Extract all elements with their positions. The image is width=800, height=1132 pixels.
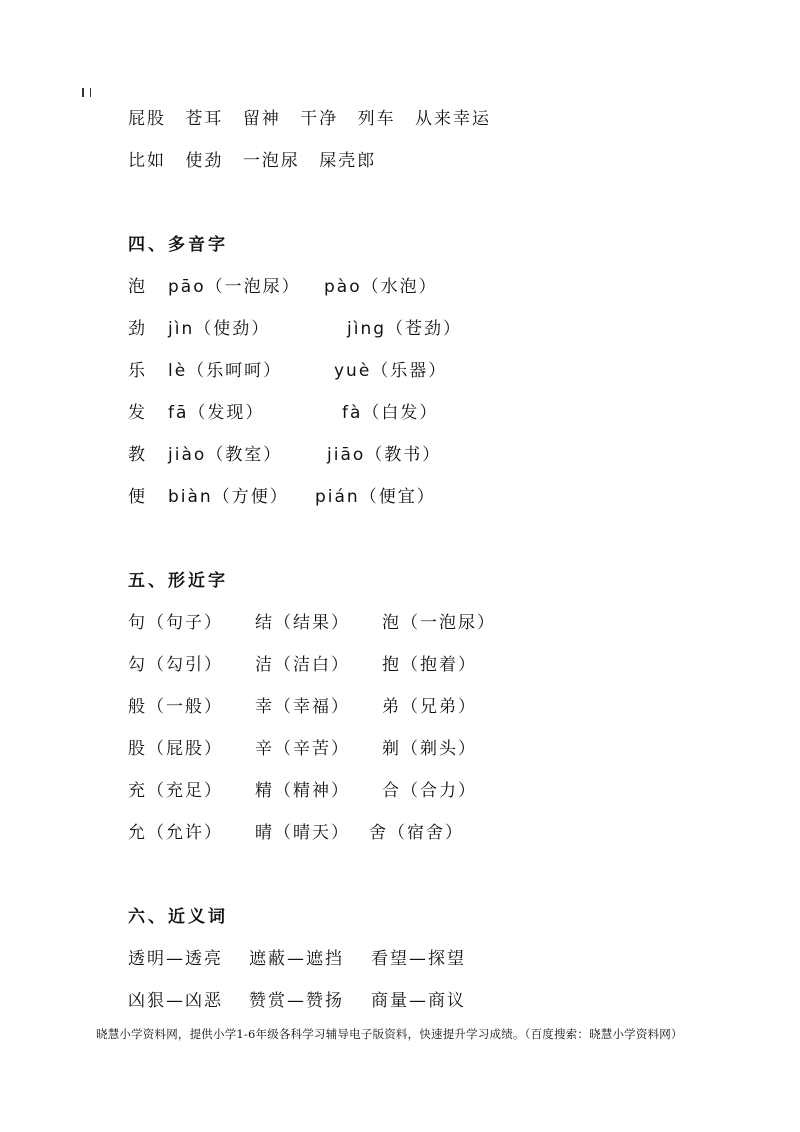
entry: 合（合力） xyxy=(382,781,477,801)
word: 干净 xyxy=(300,109,339,129)
page-footer: 晓慧小学资料网，提供小学1-6年级各科学习辅导电子版资料，快速提升学习成绩。（百度搜索：晓慧小学资料网） xyxy=(96,1027,683,1041)
entry: 结（结果） xyxy=(255,613,350,633)
entry: 辛（辛苦） xyxy=(255,739,350,759)
entry: 洁（洁白） xyxy=(255,655,350,675)
reading: jìng（苍劲） xyxy=(347,319,463,339)
synonym-pair: 赞赏—赞扬 xyxy=(249,991,344,1011)
word: 一泡尿 xyxy=(242,151,300,171)
character: 劲 xyxy=(128,319,147,339)
entry: 勾（勾引） xyxy=(128,655,223,675)
reading: lè（乐呵呵） xyxy=(168,361,283,381)
word: 留神 xyxy=(242,109,281,129)
reading: fà（白发） xyxy=(342,403,439,423)
entry: 般（一般） xyxy=(128,697,223,717)
word: 比如 xyxy=(128,151,166,171)
synonym-pair: 遮蔽—遮挡 xyxy=(249,949,344,969)
word-line-1 xyxy=(128,104,491,134)
word: 列车 xyxy=(357,109,396,129)
reading: fā（发现） xyxy=(168,403,265,423)
section-heading-synonyms: 六、近义词 xyxy=(128,907,228,927)
page-edge-mark xyxy=(82,88,91,97)
word: 从来幸运 xyxy=(415,109,492,129)
entry: 抱（抱着） xyxy=(382,655,477,675)
reading: biàn（方便） xyxy=(168,487,289,507)
entry: 剃（剃头） xyxy=(382,739,477,759)
word: 屎壳郎 xyxy=(319,151,377,171)
character: 发 xyxy=(128,403,147,423)
character: 教 xyxy=(128,445,147,465)
character: 便 xyxy=(128,487,147,507)
entry: 句（句子） xyxy=(128,613,223,633)
reading: jiāo（教书） xyxy=(327,445,442,465)
word: 苍耳 xyxy=(185,109,224,129)
entry: 允（允许） xyxy=(128,823,223,843)
reading: pāo（一泡尿） xyxy=(168,277,301,297)
section-heading-polyphonic: 四、多音字 xyxy=(128,235,228,255)
word-line-2 xyxy=(128,146,376,176)
reading: pào（水泡） xyxy=(324,277,438,297)
character: 泡 xyxy=(128,277,147,297)
synonym-pair: 凶狠—凶恶 xyxy=(128,991,223,1011)
synonym-pair: 看望—探望 xyxy=(371,949,466,969)
entry: 晴（晴天） xyxy=(255,823,350,843)
entry: 充（充足） xyxy=(128,781,223,801)
synonym-pair: 商量—商议 xyxy=(371,991,466,1011)
entry: 弟（兄弟） xyxy=(382,697,477,717)
section-heading-similar-characters: 五、形近字 xyxy=(128,571,228,591)
word: 使劲 xyxy=(185,151,224,171)
word: 屁股 xyxy=(128,109,166,129)
entry: 泡（一泡尿） xyxy=(382,613,496,633)
entry: 舍（宿舍） xyxy=(369,823,464,843)
reading: pián（便宜） xyxy=(315,487,436,507)
reading: yuè（乐器） xyxy=(334,361,448,381)
reading: jiào（教室） xyxy=(168,445,283,465)
reading: jìn（使劲） xyxy=(168,319,271,339)
synonym-pair: 透明—透亮 xyxy=(128,949,223,969)
character: 乐 xyxy=(128,361,147,381)
entry: 精（精神） xyxy=(255,781,350,801)
entry: 股（屁股） xyxy=(128,739,223,759)
entry: 幸（幸福） xyxy=(255,697,350,717)
